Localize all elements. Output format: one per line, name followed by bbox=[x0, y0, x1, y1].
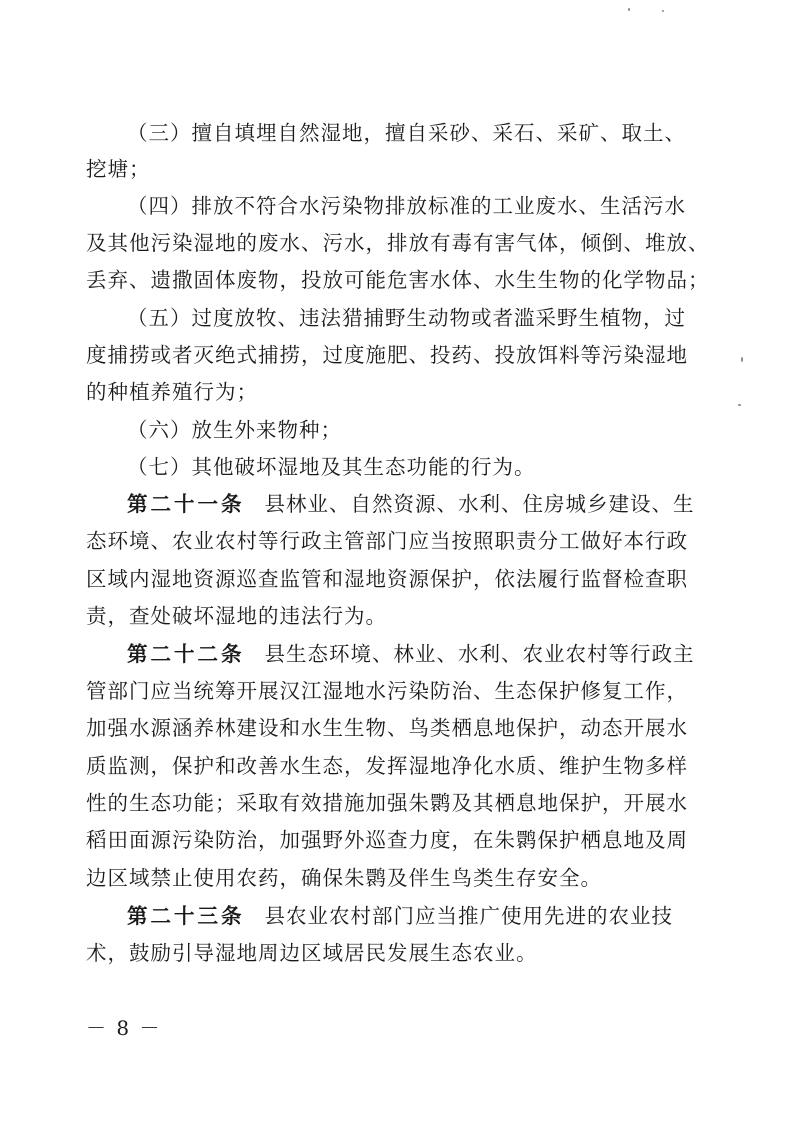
article-paragraph-first-line bbox=[127, 640, 695, 668]
text-line: 丢弃、遗撒固体废物，投放可能危害水体、水生生物的化学物品； bbox=[86, 268, 710, 292]
text-line: 术，鼓励引导湿地周边区域居民发展生态农业。 bbox=[86, 941, 538, 965]
text-line: 质监测，保护和改善水生态，发挥湿地净化水质、维护生物多样 bbox=[86, 754, 688, 778]
text-line: （五）过度放牧、违法猎捕野生动物或者滥采野生植物，过 bbox=[127, 306, 686, 330]
text-line: 县生态环境、林业、水利、农业农村等行政主 bbox=[264, 642, 695, 666]
scan-speck bbox=[628, 8, 630, 11]
article-title: 第二十一条 bbox=[127, 492, 245, 516]
scan-speck bbox=[741, 357, 743, 362]
text-line: （七）其他破坏湿地及其生态功能的行为。 bbox=[127, 455, 536, 479]
text-line: 稻田面源污染防治，加强野外巡查力度，在朱鹮保护栖息地及周 bbox=[86, 828, 688, 852]
text-line: 区域内湿地资源巡查监管和湿地资源保护，依法履行监督检查职 bbox=[86, 567, 688, 591]
text-line: 的种植养殖行为； bbox=[86, 380, 258, 404]
text-line: 县林业、自然资源、水利、住房城乡建设、生 bbox=[264, 492, 695, 516]
text-line: （四）排放不符合水污染物排放标准的工业废水、生活污水 bbox=[127, 194, 686, 218]
text-line: （六）放生外来物种； bbox=[127, 418, 342, 442]
article-paragraph-first-line bbox=[127, 490, 695, 518]
text-line: 管部门应当统筹开展汉江湿地水污染防治、生态保护修复工作， bbox=[86, 679, 688, 703]
text-line: （三）擅自填埋自然湿地，擅自采砂、采石、采矿、取土、 bbox=[127, 121, 686, 145]
text-line: 态环境、农业农村等行政主管部门应当按照职责分工做好本行政 bbox=[86, 529, 688, 553]
text-line: 加强水源涵养林建设和水生生物、鸟类栖息地保护，动态开展水 bbox=[86, 716, 688, 740]
page-number: － 8 － bbox=[86, 1016, 162, 1040]
scan-speck bbox=[738, 404, 741, 406]
text-line: 边区域禁止使用农药，确保朱鹮及伴生鸟类生存安全。 bbox=[86, 866, 602, 890]
article-title: 第二十二条 bbox=[127, 642, 245, 666]
article-paragraph-first-line bbox=[127, 902, 686, 930]
text-line: 挖塘； bbox=[86, 157, 151, 181]
scan-speck bbox=[662, 10, 664, 12]
text-line: 县农业农村部门应当推广使用先进的农业技 bbox=[264, 904, 673, 928]
text-line: 责，查处破坏湿地的违法行为。 bbox=[86, 604, 387, 628]
text-line: 度捕捞或者灭绝式捕捞，过度施肥、投药、投放饵料等污染湿地 bbox=[86, 343, 688, 367]
text-line: 性的生态功能；采取有效措施加强朱鹮及其栖息地保护，开展水 bbox=[86, 791, 688, 815]
text-line: 及其他污染湿地的废水、污水，排放有毒有害气体，倾倒、堆放、 bbox=[86, 231, 710, 255]
article-title: 第二十三条 bbox=[127, 904, 245, 928]
